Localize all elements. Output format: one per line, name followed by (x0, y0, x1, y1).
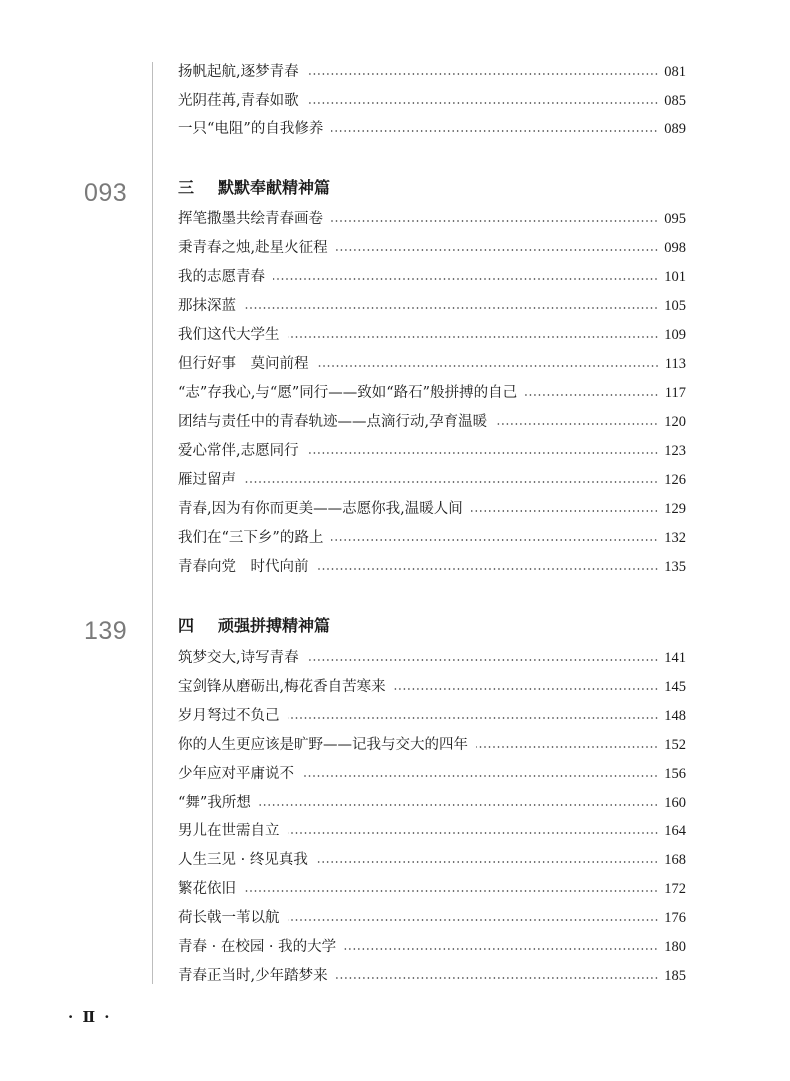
section-heading[interactable] (178, 175, 330, 201)
toc-entry[interactable] (178, 208, 686, 230)
entry-title: 男儿在世需自立 (178, 823, 280, 839)
toc-entry[interactable] (178, 324, 686, 346)
entry-page: 085 (664, 93, 686, 109)
toc-entry[interactable] (178, 907, 686, 929)
dot-leader (525, 394, 659, 396)
entry-page: 120 (664, 414, 686, 430)
entry-title: 扬帆起航,逐梦青春 (178, 64, 299, 80)
entry-title: 荷长戟一苇以航 (178, 910, 280, 926)
entry-page: 156 (664, 766, 686, 782)
toc-entry[interactable] (178, 763, 686, 785)
entry-title: 一只“电阻”的自我修养 (178, 121, 324, 137)
section-title: 顽强拼搏精神篇 (218, 616, 331, 635)
dot-leader (259, 804, 658, 806)
entry-page: 129 (664, 501, 686, 517)
dot-leader (316, 861, 658, 863)
entry-page: 152 (664, 737, 686, 753)
toc-entry[interactable] (178, 498, 686, 520)
entry-title: 但行好事 莫问前程 (178, 356, 309, 372)
dot-leader (288, 919, 659, 921)
entry-page: 095 (664, 211, 686, 227)
entry-page: 117 (664, 385, 686, 401)
dot-leader (302, 775, 658, 777)
entry-title: 我们这代大学生 (178, 327, 280, 343)
toc-entry[interactable] (178, 90, 686, 112)
entry-title: 爱心常伴,志愿同行 (178, 443, 299, 459)
dot-leader (331, 130, 658, 132)
dot-leader (336, 249, 659, 251)
dot-leader (307, 659, 659, 661)
toc-entry[interactable] (178, 849, 686, 871)
entry-page: 132 (664, 530, 686, 546)
entry-page: 141 (664, 650, 686, 666)
entry-title: 青春向党 时代向前 (178, 559, 309, 575)
entry-page: 145 (664, 679, 686, 695)
dot-leader (244, 890, 658, 892)
vertical-divider (152, 62, 153, 984)
entry-title: 你的人生更应该是旷野——记我与交大的四年 (178, 737, 468, 753)
toc-entry[interactable] (178, 118, 686, 140)
entry-title: 人生三见 · 终见真我 (178, 852, 308, 868)
dot-leader (344, 948, 658, 950)
toc-entry[interactable] (178, 469, 686, 491)
entry-page: 135 (664, 559, 686, 575)
toc-entry[interactable] (178, 878, 686, 900)
entry-page: 126 (664, 472, 686, 488)
section-ordinal: 四 (178, 616, 195, 635)
toc-entry[interactable] (178, 820, 686, 842)
entry-title: 挥笔撒墨共绘青春画卷 (178, 211, 323, 227)
entry-title: 宝剑锋从磨砺出,梅花香自苦寒来 (178, 679, 386, 695)
dot-leader (307, 102, 659, 104)
entry-title: 光阴荏苒,青春如歌 (178, 93, 299, 109)
dot-leader (307, 452, 659, 454)
toc-entry[interactable] (178, 353, 686, 375)
page-folio: · Ⅱ · (68, 1008, 112, 1026)
entry-title: 岁月弩过不负己 (178, 708, 280, 724)
dot-leader (307, 73, 659, 75)
toc-entry[interactable] (178, 61, 686, 83)
dot-leader (244, 307, 658, 309)
dot-leader (288, 336, 659, 338)
toc-entry[interactable] (178, 382, 686, 404)
dot-leader (317, 365, 659, 367)
entry-page: 081 (664, 64, 686, 80)
entry-page: 113 (664, 356, 686, 372)
section-heading[interactable] (178, 613, 330, 639)
toc-entry[interactable] (178, 936, 686, 958)
entry-page: 180 (664, 939, 686, 955)
entry-title: 青春 · 在校园 · 我的大学 (178, 939, 337, 955)
dot-leader (331, 220, 658, 222)
dot-leader (317, 568, 659, 570)
entry-title: 那抹深蓝 (178, 298, 236, 314)
entry-title: “志”存我心,与“愿”同行——致如“路石”般拼搏的自己 (178, 385, 518, 401)
entry-page: 164 (664, 823, 686, 839)
entry-page: 148 (664, 708, 686, 724)
section-ordinal: 三 (178, 178, 195, 197)
entry-title: 少年应对平庸说不 (178, 766, 294, 782)
toc-entry[interactable] (178, 556, 686, 578)
entry-page: 098 (664, 240, 686, 256)
dot-leader (288, 717, 659, 719)
section-start-page: 139 (84, 617, 128, 645)
dot-leader (244, 481, 658, 483)
entry-page: 160 (664, 795, 686, 811)
entry-title: 秉青春之烛,赴星火征程 (178, 240, 328, 256)
toc-entry[interactable] (178, 527, 686, 549)
toc-entry[interactable] (178, 237, 686, 259)
section-start-page: 093 (84, 179, 128, 207)
entry-page: 089 (664, 121, 686, 137)
entry-title: 我们在“三下乡”的路上 (178, 530, 324, 546)
toc-entry[interactable] (178, 295, 686, 317)
toc-entry[interactable] (178, 647, 686, 669)
dot-leader (471, 510, 659, 512)
entry-page: 123 (664, 443, 686, 459)
section-title: 默默奉献精神篇 (218, 178, 331, 197)
entry-page: 109 (664, 327, 686, 343)
entry-title: 青春,因为有你而更美——志愿你我,温暖人间 (178, 501, 463, 517)
dot-leader (331, 539, 658, 541)
entry-page: 172 (664, 881, 686, 897)
toc-entry[interactable] (178, 965, 686, 987)
entry-title: 雁过留声 (178, 472, 236, 488)
entry-title: 团结与责任中的青春轨迹——点滴行动,孕育温暖 (178, 414, 488, 430)
entry-title: “舞”我所想 (178, 795, 251, 811)
entry-title: 筑梦交大,诗写青春 (178, 650, 299, 666)
entry-title: 青春正当时,少年踏梦来 (178, 968, 328, 984)
toc-entry[interactable] (178, 792, 686, 814)
dot-leader (273, 278, 658, 280)
toc-entry[interactable] (178, 440, 686, 462)
dot-leader (336, 977, 659, 979)
dot-leader (495, 423, 658, 425)
dot-leader (476, 746, 658, 748)
toc-entry[interactable] (178, 705, 686, 727)
toc-entry[interactable] (178, 266, 686, 288)
entry-page: 185 (664, 968, 686, 984)
dot-leader (288, 832, 659, 834)
entry-page: 105 (664, 298, 686, 314)
toc-entry[interactable] (178, 676, 686, 698)
entry-page: 176 (664, 910, 686, 926)
entry-title: 我的志愿青春 (178, 269, 265, 285)
toc-entry[interactable] (178, 411, 686, 433)
entry-page: 101 (664, 269, 686, 285)
entry-title: 繁花依旧 (178, 881, 236, 897)
entry-page: 168 (664, 852, 686, 868)
dot-leader (394, 688, 659, 690)
toc-entry[interactable] (178, 734, 686, 756)
